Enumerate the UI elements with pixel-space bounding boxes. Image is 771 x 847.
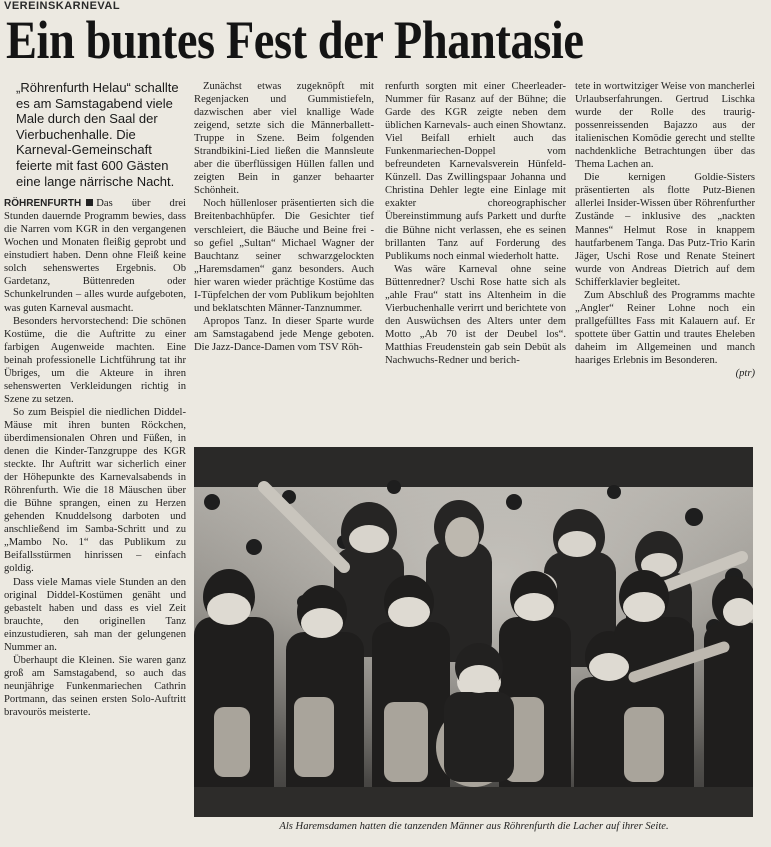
body-paragraph: Dass viele Mamas viele Stunden an den original Diddel-Kostümen genäht und gebastelt haben und dass es viel Zeit brauchte, den originellen Tanz einzustudieren, sah man der gelungenen Nummer an. — [4, 576, 186, 653]
body-paragraph: Noch hüllenloser präsentierten sich die Breitenbachhüpfer. Die Gesichter tief verschleiert, die Bäuche und Beine frei - so gefiel „Sultan“ Michael Wagner der Bauchtanz seiner schwarzgelockten „Haremsdamen“ ganz besonders. Auch hier waren wieder prächtige Kostüme das I-Tüpfelchen der vom Publikum bejohlten und beklatschten Männer-Tanznummer. — [194, 198, 374, 314]
body-paragraph: Besonders hervorstechend: Die schönen Kostüme, die die Auftritte zu einer farbigen Augenweide machten. Eine beinah professionelle Lichtführung tat ihr Übriges, um die Akteure in ihren sehenswerten Verkleidungen richtig in Szene zu setzen. — [4, 315, 186, 405]
body-text: Das über drei Stunden dauernde Programm bewies, dass die Narren vom KGR in den vergangenen Wochen und Monaten fleißig geprobt und einstudiert haben. Denn ohne Fleiß keine solch sehenswertes Ergebnis. Ob Gardetanz, Büttenreden oder Schunkelrunden – alles wurde aufgeboten, was guten Karneval ausmacht. — [4, 198, 186, 314]
article-column-2 — [194, 80, 374, 354]
body-paragraph: Apropos Tanz. In dieser Sparte wurde am Samstagabend jede Menge geboten. Die Jazz-Dance-Damen vom TSV Röh- — [194, 315, 374, 353]
body-paragraph: Die kernigen Goldie-Sisters präsentierten als flotte Putz-Bienen allerlei Insider-Wissen über Röhrenfurther Zustände – inklusive des „nackten Mannes“ Helmut Rose in knappem hautfarbenem Tanga. Das Putz-Trio Karin Jäger, Uschi Rose und Renate Steinert wurde von Andreas Dietrich auf dem Schifferklavier begleitet. — [575, 172, 755, 288]
body-text: Zum Abschluß des Programms machte „Angler“ Reiner Lohne noch ein prallgefülltes Fass mit Kalauern auf. Er spottete über Gattin und trautes Eheleben daheim im Allgemeinen und manch haariges Erlebnis im Besonderen. — [575, 289, 755, 366]
dateline-square-icon — [86, 199, 93, 206]
article-column-4 — [575, 80, 755, 380]
body-paragraph: tete in wortwitziger Weise von mancherlei Urlaubserfahrungen. Gertrud Lischka wurde der Rolle des traurig-possenreissenden Bajazzo aus der italienischen Komödie gerecht und stellte nachdenkliche Betrachtungen über das Thema Lachen an. — [575, 81, 755, 171]
body-paragraph: Was wäre Karneval ohne seine Büttenredner? Uschi Rose hatte sich als „ahle Frau“ statt ins Altenheim in die Vierbuchenhalle verirrt und berichtete von den Auswüchsen des Alters unter dem Motto „Ab 70 ist der Deubel los“. Matthias Freudenstein gab sein Debüt als Nachwuchs-Redner und berich- — [385, 263, 566, 366]
lead-paragraph: „Röhrenfurth Helau“ schallte es am Samstagabend viele Male durch den Saal der Vierbuchenhalle. Die Karneval-Gemeinschaft feierte mit fast 600 Gästen eine lange närrische Nacht. — [16, 80, 179, 189]
section-kicker: VEREINSKARNEVAL — [4, 0, 121, 12]
body-paragraph: Überhaupt die Kleinen. Sie waren ganz groß am Samstagabend, so auch das neunjährige Funkenmariechen Cathrin Portmann, das seinen ersten Solo-Auftritt bravourös meisterte. — [4, 654, 186, 718]
author-initials: (ptr) — [735, 368, 755, 380]
article-photo — [194, 447, 753, 817]
body-paragraph: So zum Beispiel die niedlichen Diddel-Mäuse mit ihren bunten Röckchen, überdimensionalen Ohren und Füßen, in denen die Kinder-Tanzgruppe des KGR steckte. Ihr Auftritt war sicherlich einer der Höhepunkte des Karnevalsabends in Röhrenfurth. Wie die 18 Mäuschen über die Bühne sprangen, einen zu Herzen gehenden Knuddelsong darboten und anschließend im Samba-Schritt und zu „Mambo No. 1“ das Publikum zu Beifallsstürmen hinrissen – einfach goldig. — [4, 406, 186, 575]
photo-haremsdamen — [194, 447, 753, 817]
article-column-3 — [385, 80, 566, 367]
headline: Ein buntes Fest der Phantasie — [6, 10, 584, 70]
article-column-1 — [4, 80, 186, 719]
body-paragraph: renfurth sorgten mit einer Cheerleader-Nummer für Rasanz auf der Bühne; die Garde des KGR zeigte neben dem üblichen Karnevals- auch einen Showtanz. Viel Beifall erhielt auch das Funkenmariechen-Doppel vom befreundeten Karnevalsverein Hünfeld-Künzell. Das Zwillingspaar Johanna und Christina Dehler legte eine Einlage mit exakter choreographischer Übereinstimmung aufs Parkett und durfte die Bühne nicht verlassen, ehe es seinen brillanten Tanz auf Forderung des Publikums noch einmal wiederholt hatte. — [385, 81, 566, 262]
body-paragraph: Zunächst etwas zugeknöpft mit Regenjacken und Gummistiefeln, dazwischen aber viel knallige Wade zeigend, setzte sich die Männerballett-Truppe in Szene. Beim folgenden Strandbikini-Lied ließen die Mannsleute aber die überflüssigen Hüllen fallen und zeigten Bein in ganzer behaarter Schönheit. — [194, 81, 374, 197]
body-paragraph — [4, 197, 186, 314]
photo-caption: Als Haremsdamen hatten die tanzenden Männer aus Röhrenfurth die Lacher auf ihrer Seite. — [279, 821, 669, 832]
body-paragraph — [575, 289, 755, 380]
dateline: RÖHRENFURTH — [4, 198, 82, 210]
